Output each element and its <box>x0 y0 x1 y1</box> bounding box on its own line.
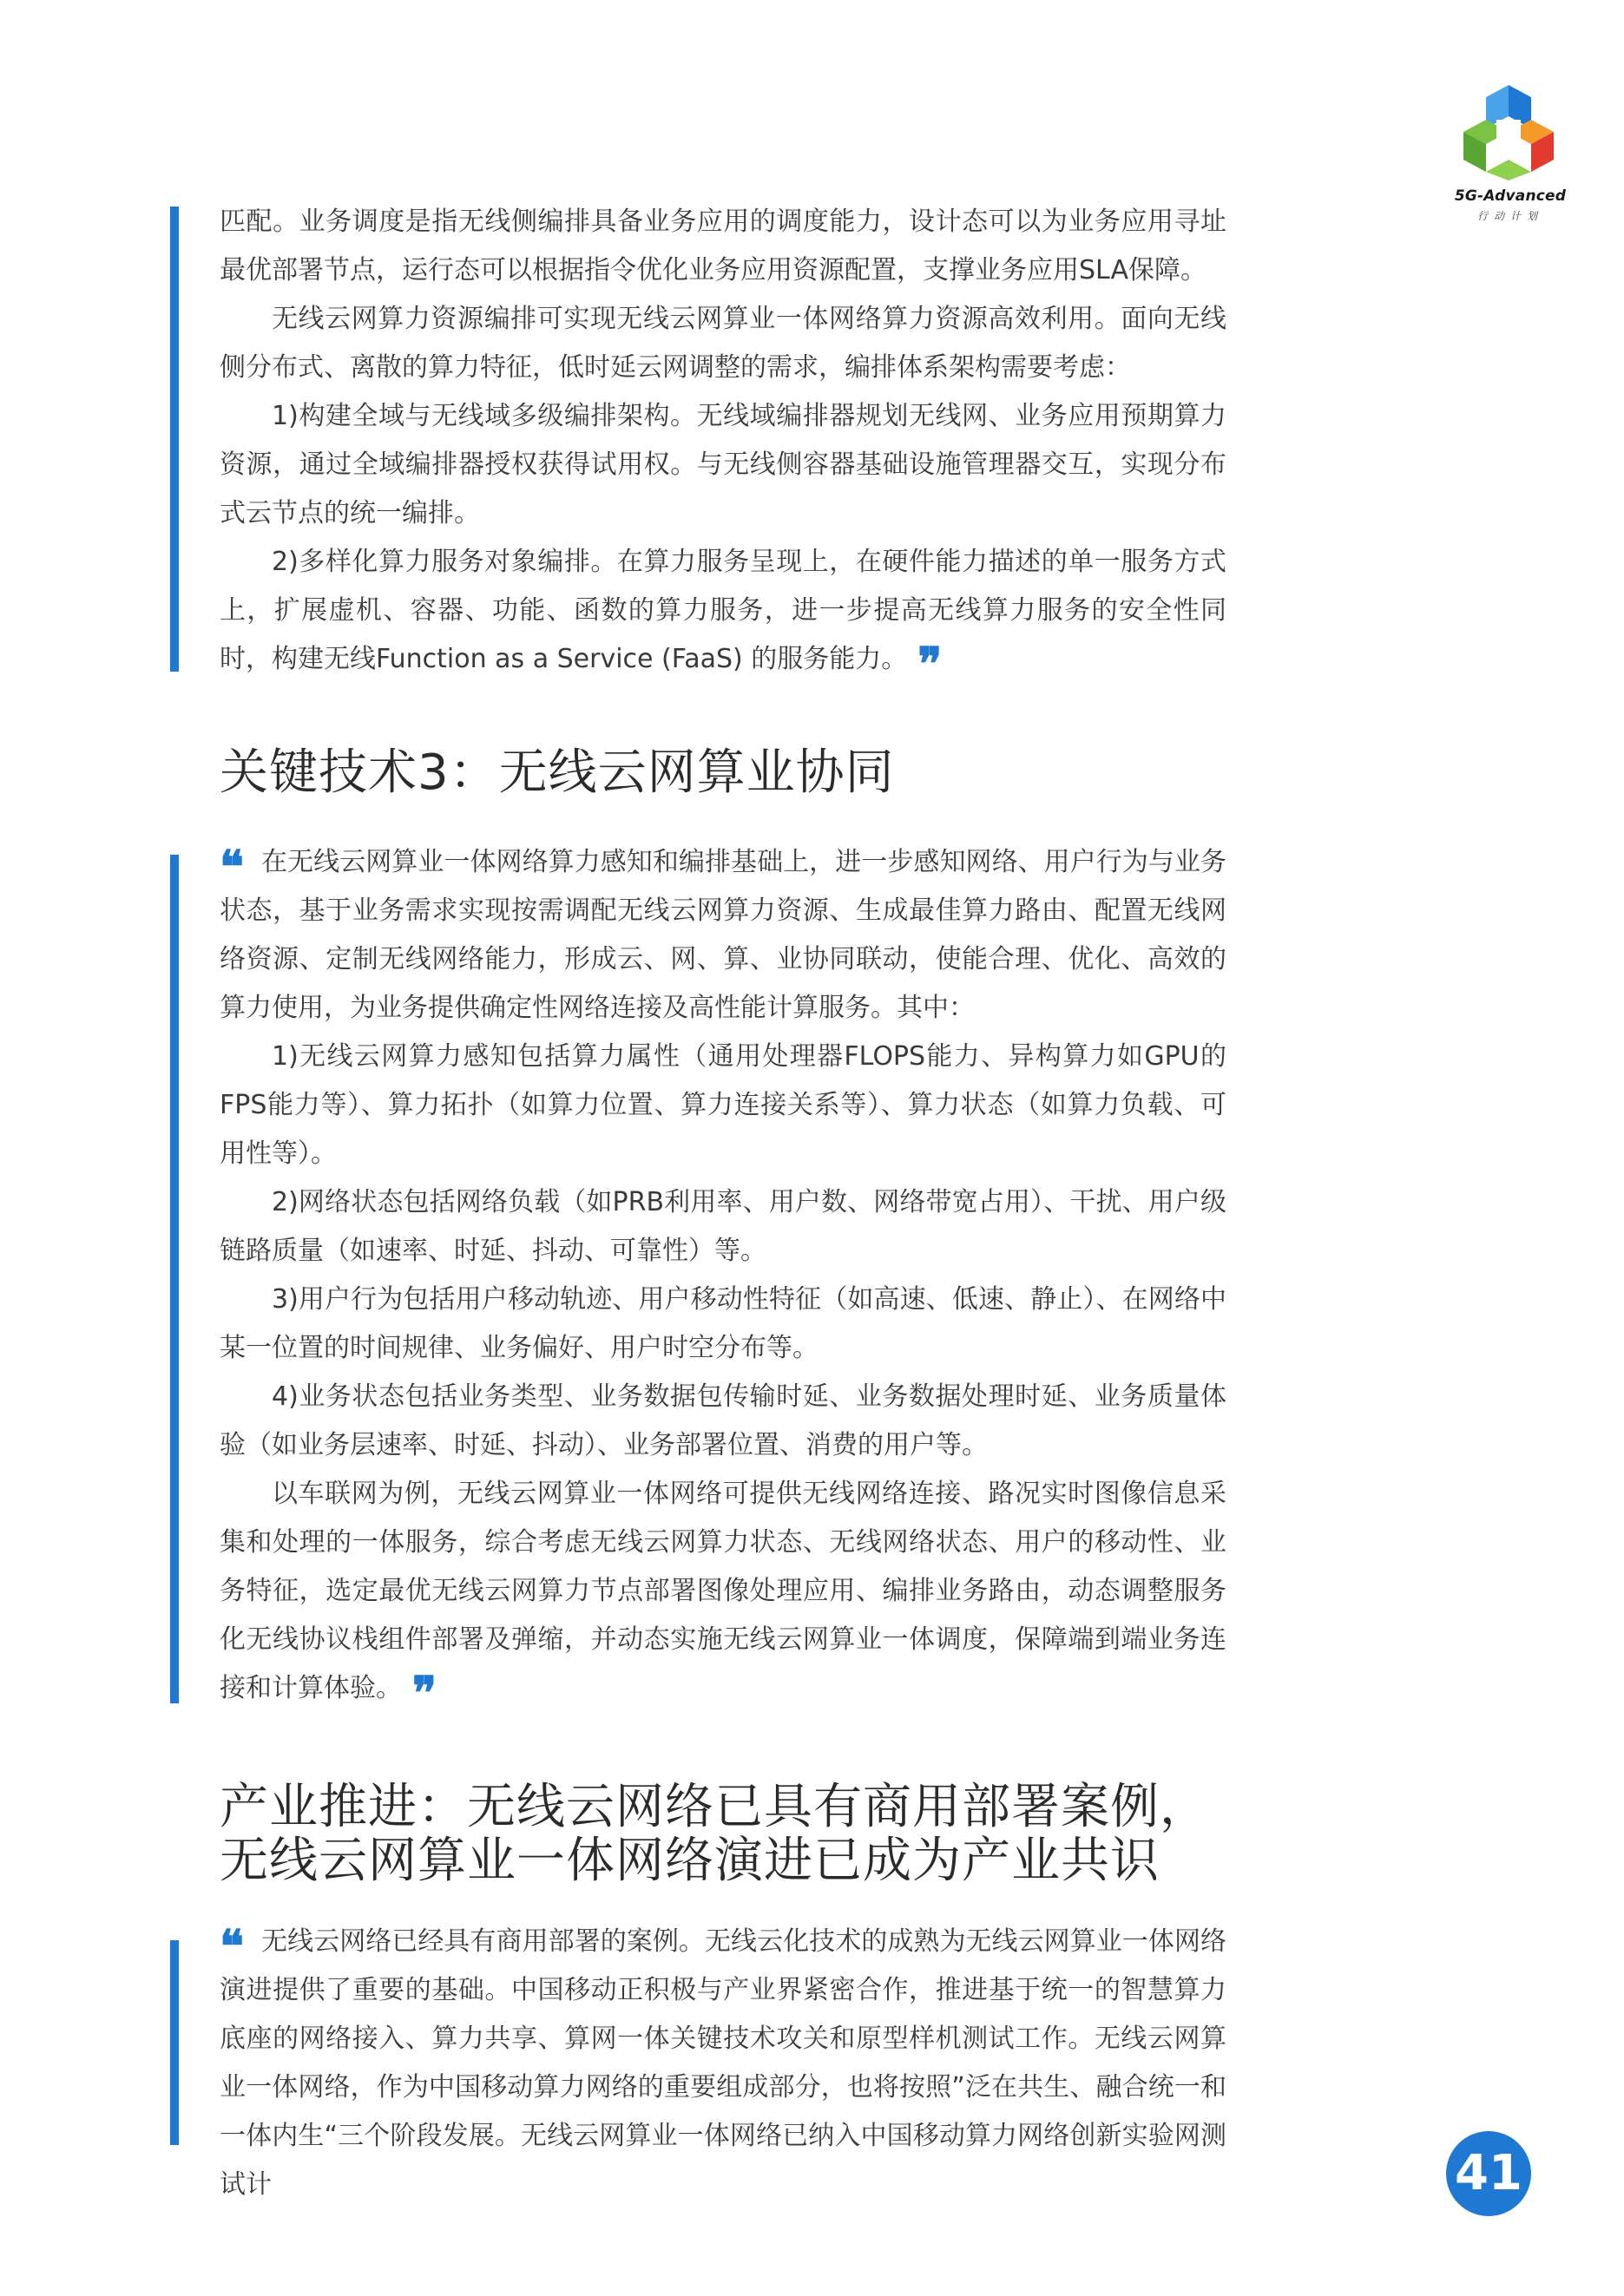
text-block-3 <box>220 1918 1226 2209</box>
paragraph-text: 在无线云网算业一体网络算力感知和编排基础上，进一步感知网络、用户行为与业务状态，基于业务需求实现按需调配无线云网算力资源、生成最佳算力路由、配置无线网络资源、定制无线网络能力，形成云、网、算、业协同联动，使能合理、优化、高效的算力使用，为业务提供确定性网络连接及高性能计算服务。其中： <box>220 847 1226 1023</box>
paragraph <box>220 1470 1226 1720</box>
paragraph: 1)无线云网算力感知包括算力属性（通用处理器FLOPS能力、异构算力如GPU的FPS能力等）、算力拓扑（如算力位置、算力连接关系等）、算力状态（如算力负载、可用性等）。 <box>220 1041 1226 1169</box>
paragraph <box>220 1918 1226 2209</box>
paragraph: 3)用户行为包括用户移动轨迹、用户移动性特征（如高速、低速、静止）、在网络中某一位置的时间规律、业务偏好、用户时空分布等。 <box>220 1284 1226 1363</box>
logo-5g-advanced <box>1441 78 1580 234</box>
logo-brand-text: 5G-Advanced <box>1454 187 1567 205</box>
quote-bar-1 <box>170 207 179 672</box>
text-block-1 <box>220 198 1226 691</box>
paragraph-text: 2)多样化算力服务对象编排。在算力服务呈现上，在硬件能力描述的单一服务方式上，扩展虚机、容器、功能、函数的算力服务，进一步提高无线算力服务的安全性同时，构建无线Function as a Service (FaaS) 的服务能力。 <box>220 547 1226 674</box>
open-quote-icon: ❝ <box>220 1920 239 1973</box>
close-quote-icon: ❞ <box>917 638 937 691</box>
open-quote-icon: ❝ <box>220 841 239 894</box>
paragraph-text: 以车联网为例，无线云网算业一体网络可提供无线网络连接、路况实时图像信息采集和处理的一体服务，综合考虑无线云网算力状态、无线网络状态、用户的移动性、业务特征，选定最优无线云网算力节点部署图像处理应用、编排业务路由，动态调整服务化无线协议栈组件部署及弹缩，并动态实施无线云网算业一体调度，保障端到端业务连接和计算体验。 <box>220 1479 1226 1703</box>
paragraph <box>220 838 1226 1033</box>
quote-bar-2 <box>170 855 179 1703</box>
paragraph: 匹配。业务调度是指无线侧编排具备业务应用的调度能力，设计态可以为业务应用寻址最优部署节点，运行态可以根据指令优化业务应用资源配置，支撑业务应用SLA保障。 <box>220 207 1226 285</box>
quote-bar-3 <box>170 1940 179 2145</box>
logo-subtitle: 行动计划 <box>1476 210 1543 222</box>
logo-mark-icon <box>1448 78 1569 182</box>
paragraph: 无线云网算力资源编排可实现无线云网算业一体网络算力资源高效利用。面向无线侧分布式、离散的算力特征，低时延云网调整的需求，编排体系架构需要考虑： <box>220 304 1226 383</box>
section-heading-2: 产业推进：无线云网络已具有商用部署案例，无线云网算业一体网络演进已成为产业共识 <box>220 1779 1209 1889</box>
text-block-2 <box>220 838 1226 1720</box>
paragraph <box>220 538 1226 691</box>
paragraph: 1)构建全域与无线域多级编排架构。无线域编排器规划无线网、业务应用预期算力资源，通过全域编排器授权获得试用权。与无线侧容器基础设施管理器交互，实现分布式云节点的统一编排。 <box>220 401 1226 528</box>
paragraph-text: 无线云网络已经具有商用部署的案例。无线云化技术的成熟为无线云网算业一体网络演进提供了重要的基础。中国移动正积极与产业界紧密合作，推进基于统一的智慧算力底座的网络接入、算力共享、算网一体关键技术攻关和原型样机测试工作。无线云网算业一体网络，作为中国移动算力网络的重要组成部分，也将按照”泛在共生、融合统一和一体内生“三个阶段发展。无线云网算业一体网络已纳入中国移动算力网络创新实验网测试计 <box>220 1926 1226 2200</box>
paragraph: 2)网络状态包括网络负载（如PRB利用率、用户数、网络带宽占用）、干扰、用户级链路质量（如速率、时延、抖动、可靠性）等。 <box>220 1187 1226 1266</box>
paragraph: 4)业务状态包括业务类型、业务数据包传输时延、业务数据处理时延、业务质量体验（如业务层速率、时延、抖动）、业务部署位置、消费的用户等。 <box>220 1381 1226 1460</box>
page-number: 41 <box>1446 2131 1531 2216</box>
close-quote-icon: ❞ <box>412 1667 431 1720</box>
section-heading-1: 关键技术3：无线云网算业协同 <box>220 745 895 801</box>
